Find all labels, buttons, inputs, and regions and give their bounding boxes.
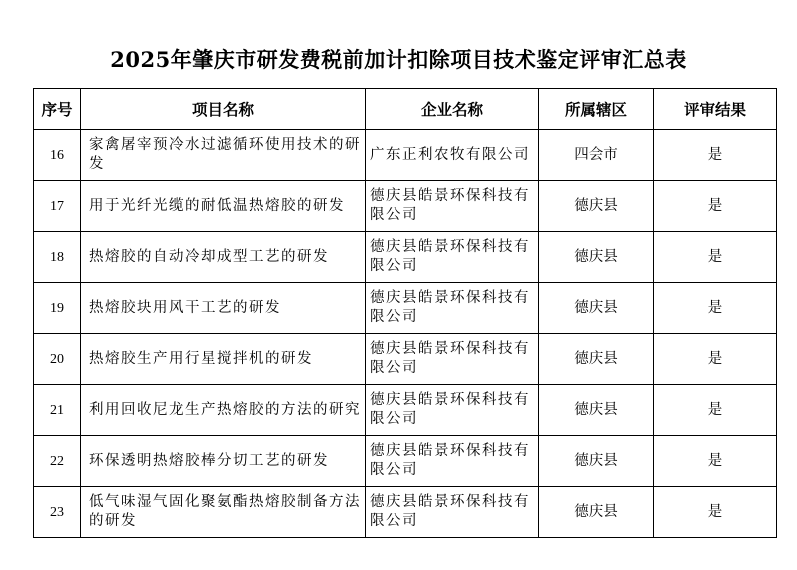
header-company-name: 企业名称 — [366, 89, 539, 130]
review-summary-table — [33, 88, 777, 538]
cell-project-name: 低气味湿气固化聚氨酯热熔胶制备方法的研发 — [81, 487, 366, 538]
cell-result: 是 — [654, 130, 777, 181]
cell-project-name: 热熔胶生产用行星搅拌机的研发 — [81, 334, 366, 385]
cell-no: 21 — [34, 385, 81, 436]
cell-no: 16 — [34, 130, 81, 181]
cell-district: 德庆县 — [539, 283, 654, 334]
cell-no: 22 — [34, 436, 81, 487]
cell-result: 是 — [654, 232, 777, 283]
table-header-row — [34, 89, 777, 130]
page-title: 2025年肇庆市研发费税前加计扣除项目技术鉴定评审汇总表 — [110, 47, 687, 72]
cell-project-name: 用于光纤光缆的耐低温热熔胶的研发 — [81, 181, 366, 232]
cell-no: 18 — [34, 232, 81, 283]
cell-company-name: 德庆县皓景环保科技有限公司 — [366, 181, 539, 232]
table-body — [34, 130, 777, 538]
cell-company-name: 德庆县皓景环保科技有限公司 — [366, 436, 539, 487]
cell-no: 20 — [34, 334, 81, 385]
cell-district: 德庆县 — [539, 334, 654, 385]
table-row — [34, 436, 777, 487]
cell-district: 德庆县 — [539, 232, 654, 283]
cell-company-name: 广东正利农牧有限公司 — [366, 130, 539, 181]
table-row — [34, 385, 777, 436]
cell-result: 是 — [654, 334, 777, 385]
cell-district: 德庆县 — [539, 181, 654, 232]
cell-district: 德庆县 — [539, 385, 654, 436]
cell-project-name: 家禽屠宰预冷水过滤循环使用技术的研发 — [81, 130, 366, 181]
cell-project-name: 热熔胶的自动冷却成型工艺的研发 — [81, 232, 366, 283]
header-project-name: 项目名称 — [81, 89, 366, 130]
header-no: 序号 — [34, 89, 81, 130]
cell-company-name: 德庆县皓景环保科技有限公司 — [366, 334, 539, 385]
table-row — [34, 232, 777, 283]
header-result: 评审结果 — [654, 89, 777, 130]
table-row — [34, 181, 777, 232]
header-district: 所属辖区 — [539, 89, 654, 130]
table-row — [34, 487, 777, 538]
cell-company-name: 德庆县皓景环保科技有限公司 — [366, 487, 539, 538]
cell-district: 德庆县 — [539, 487, 654, 538]
cell-project-name: 热熔胶块用风干工艺的研发 — [81, 283, 366, 334]
cell-no: 23 — [34, 487, 81, 538]
cell-district: 德庆县 — [539, 436, 654, 487]
cell-result: 是 — [654, 283, 777, 334]
cell-result: 是 — [654, 385, 777, 436]
cell-company-name: 德庆县皓景环保科技有限公司 — [366, 283, 539, 334]
cell-district: 四会市 — [539, 130, 654, 181]
cell-no: 19 — [34, 283, 81, 334]
cell-project-name: 利用回收尼龙生产热熔胶的方法的研究 — [81, 385, 366, 436]
cell-result: 是 — [654, 436, 777, 487]
cell-company-name: 德庆县皓景环保科技有限公司 — [366, 232, 539, 283]
cell-project-name: 环保透明热熔胶棒分切工艺的研发 — [81, 436, 366, 487]
cell-result: 是 — [654, 487, 777, 538]
table-row — [34, 283, 777, 334]
table-row — [34, 334, 777, 385]
cell-company-name: 德庆县皓景环保科技有限公司 — [366, 385, 539, 436]
cell-result: 是 — [654, 181, 777, 232]
table-row — [34, 130, 777, 181]
cell-no: 17 — [34, 181, 81, 232]
